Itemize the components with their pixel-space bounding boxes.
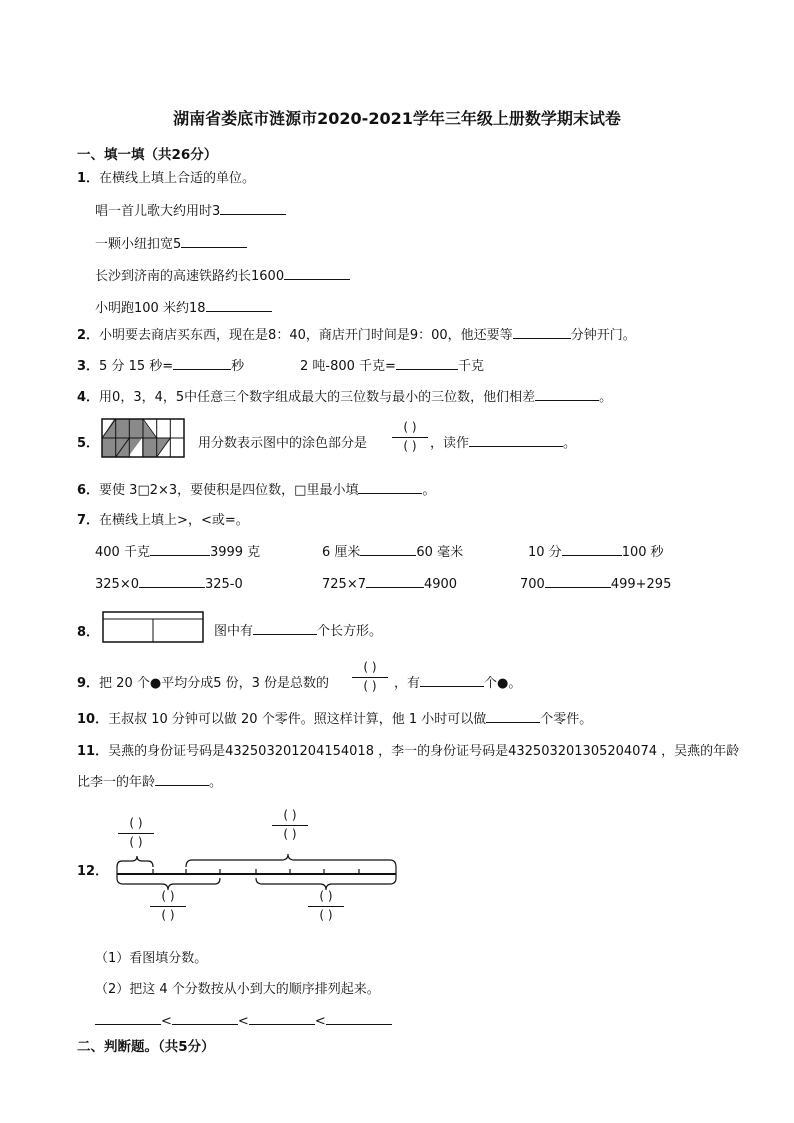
page-title: 湖南省娄底市涟源市2020-2021学年三年级上册数学期末试卷	[173, 109, 621, 128]
q1-item-4: 小明跑100 米约18	[95, 297, 272, 316]
question-4: 4．用0，3，4，5中任意三个数字组成最大的三位数与最小的三位数，他们相差 。	[77, 386, 612, 405]
question-12-sub2: （2）把这 4 个分数按从小到大的顺序排列起来。	[95, 982, 380, 997]
question-2: 2．小明要去商店买东西，现在是8：40，商店开门时间是9：00，他还要等 分钟开门。	[77, 324, 636, 343]
question-number: 11．	[77, 744, 109, 759]
question-5-read: ，读作 。	[430, 432, 576, 451]
question-6: 6．要使 3□2×3，要使积是四位数，□里最小填 。	[77, 479, 435, 498]
answer-blank[interactable]	[545, 573, 611, 588]
question-number: 2．	[77, 328, 100, 343]
fraction-blank[interactable]: ( ) ( )	[390, 420, 430, 458]
answer-blank[interactable]	[220, 200, 286, 215]
answer-blank[interactable]	[535, 386, 599, 401]
rectangles-figure	[102, 611, 204, 643]
question-3: 3．5 分 15 秒= 秒	[77, 355, 244, 374]
fraction-blank[interactable]: ( ) ( )	[116, 816, 156, 854]
section-heading-1: 一、填一填（共26分）	[77, 147, 218, 163]
fraction-blank[interactable]: ( ) ( )	[148, 889, 188, 927]
answer-blank[interactable]	[513, 324, 571, 339]
question-number: 9．	[77, 676, 100, 691]
question-number: 7．	[77, 513, 100, 528]
answer-blank[interactable]	[206, 297, 272, 312]
answer-blank[interactable]	[155, 771, 209, 786]
question-number: 5．	[77, 436, 100, 451]
compare-item: 725×7 4900	[322, 573, 457, 592]
question-1	[77, 167, 255, 186]
question-number: 1．	[77, 171, 100, 186]
q1-item-3: 长沙到济南的高速铁路约长1600	[95, 265, 350, 284]
question-number: 4．	[77, 390, 100, 405]
question-3b: 2 吨-800 千克= 千克	[300, 355, 484, 374]
question-number: 12．	[77, 864, 109, 879]
shaded-grid-figure	[100, 417, 186, 459]
answer-blank[interactable]	[139, 573, 205, 588]
answer-blank[interactable]	[486, 708, 540, 723]
answer-blank[interactable]	[150, 541, 210, 556]
answer-blank[interactable]	[284, 265, 350, 280]
question-number: 8．	[77, 625, 100, 640]
q1-item-2: 一颗小纽扣宽5	[95, 233, 247, 252]
answer-blank[interactable]	[562, 541, 622, 556]
answer-blank[interactable]	[181, 233, 247, 248]
compare-item: 700 499+295	[520, 573, 671, 592]
compare-item: 10 分 100 秒	[528, 541, 664, 560]
question-5-text: 用分数表示图中的涂色部分是	[198, 436, 368, 451]
question-11-line2: 比李一的年龄 。	[77, 771, 222, 790]
answer-blank[interactable]	[420, 672, 484, 687]
answer-blank[interactable]	[326, 1010, 392, 1025]
compare-item: 400 千克 3999 克	[95, 541, 260, 560]
ordering-blanks: < < <	[95, 1010, 392, 1029]
compare-item: 325×0 325-0	[95, 573, 243, 592]
answer-blank[interactable]	[396, 355, 458, 370]
question-number: 3．	[77, 359, 100, 374]
q1-item-1: 唱一首儿歌大约用时3	[95, 200, 286, 219]
compare-item: 6 厘米 60 毫米	[322, 541, 463, 560]
number-line-figure	[110, 845, 402, 893]
question-number: 10．	[77, 712, 109, 727]
fraction-blank[interactable]: ( ) ( )	[350, 660, 390, 698]
fraction-blank[interactable]: ( ) ( )	[306, 889, 346, 927]
question-9: 9．把 20 个●平均分成5 份，3 份是总数的	[77, 676, 330, 691]
question-text: 在横线上填上合适的单位。	[99, 171, 256, 186]
question-10: 10．王叔叔 10 分钟可以做 20 个零件。照这样计算，他 1 小时可以做 个零件。	[77, 708, 592, 727]
answer-blank[interactable]	[469, 432, 563, 447]
answer-blank[interactable]	[95, 1010, 161, 1025]
question-7: 7．在横线上填上>，<或=。	[77, 513, 249, 528]
answer-blank[interactable]	[253, 620, 317, 635]
question-8-text: 图中有 个长方形。	[214, 620, 382, 639]
answer-blank[interactable]	[172, 1010, 238, 1025]
fraction-blank[interactable]: ( ) ( )	[270, 808, 310, 846]
answer-blank[interactable]	[249, 1010, 315, 1025]
question-12-sub1: （1）看图填分数。	[95, 951, 208, 966]
answer-blank[interactable]	[360, 541, 416, 556]
answer-blank[interactable]	[366, 573, 424, 588]
question-9-rest: ，有 个●。	[394, 672, 521, 691]
question-11: 11．吴燕的身份证号码是432503201204154018 ，李一的身份证号码是432503201305204074 ，吴燕的年龄	[77, 744, 740, 759]
question-number: 6．	[77, 483, 100, 498]
answer-blank[interactable]	[173, 355, 231, 370]
answer-blank[interactable]	[358, 479, 422, 494]
section-heading-2: 二、判断题。（共5分）	[77, 1039, 215, 1055]
